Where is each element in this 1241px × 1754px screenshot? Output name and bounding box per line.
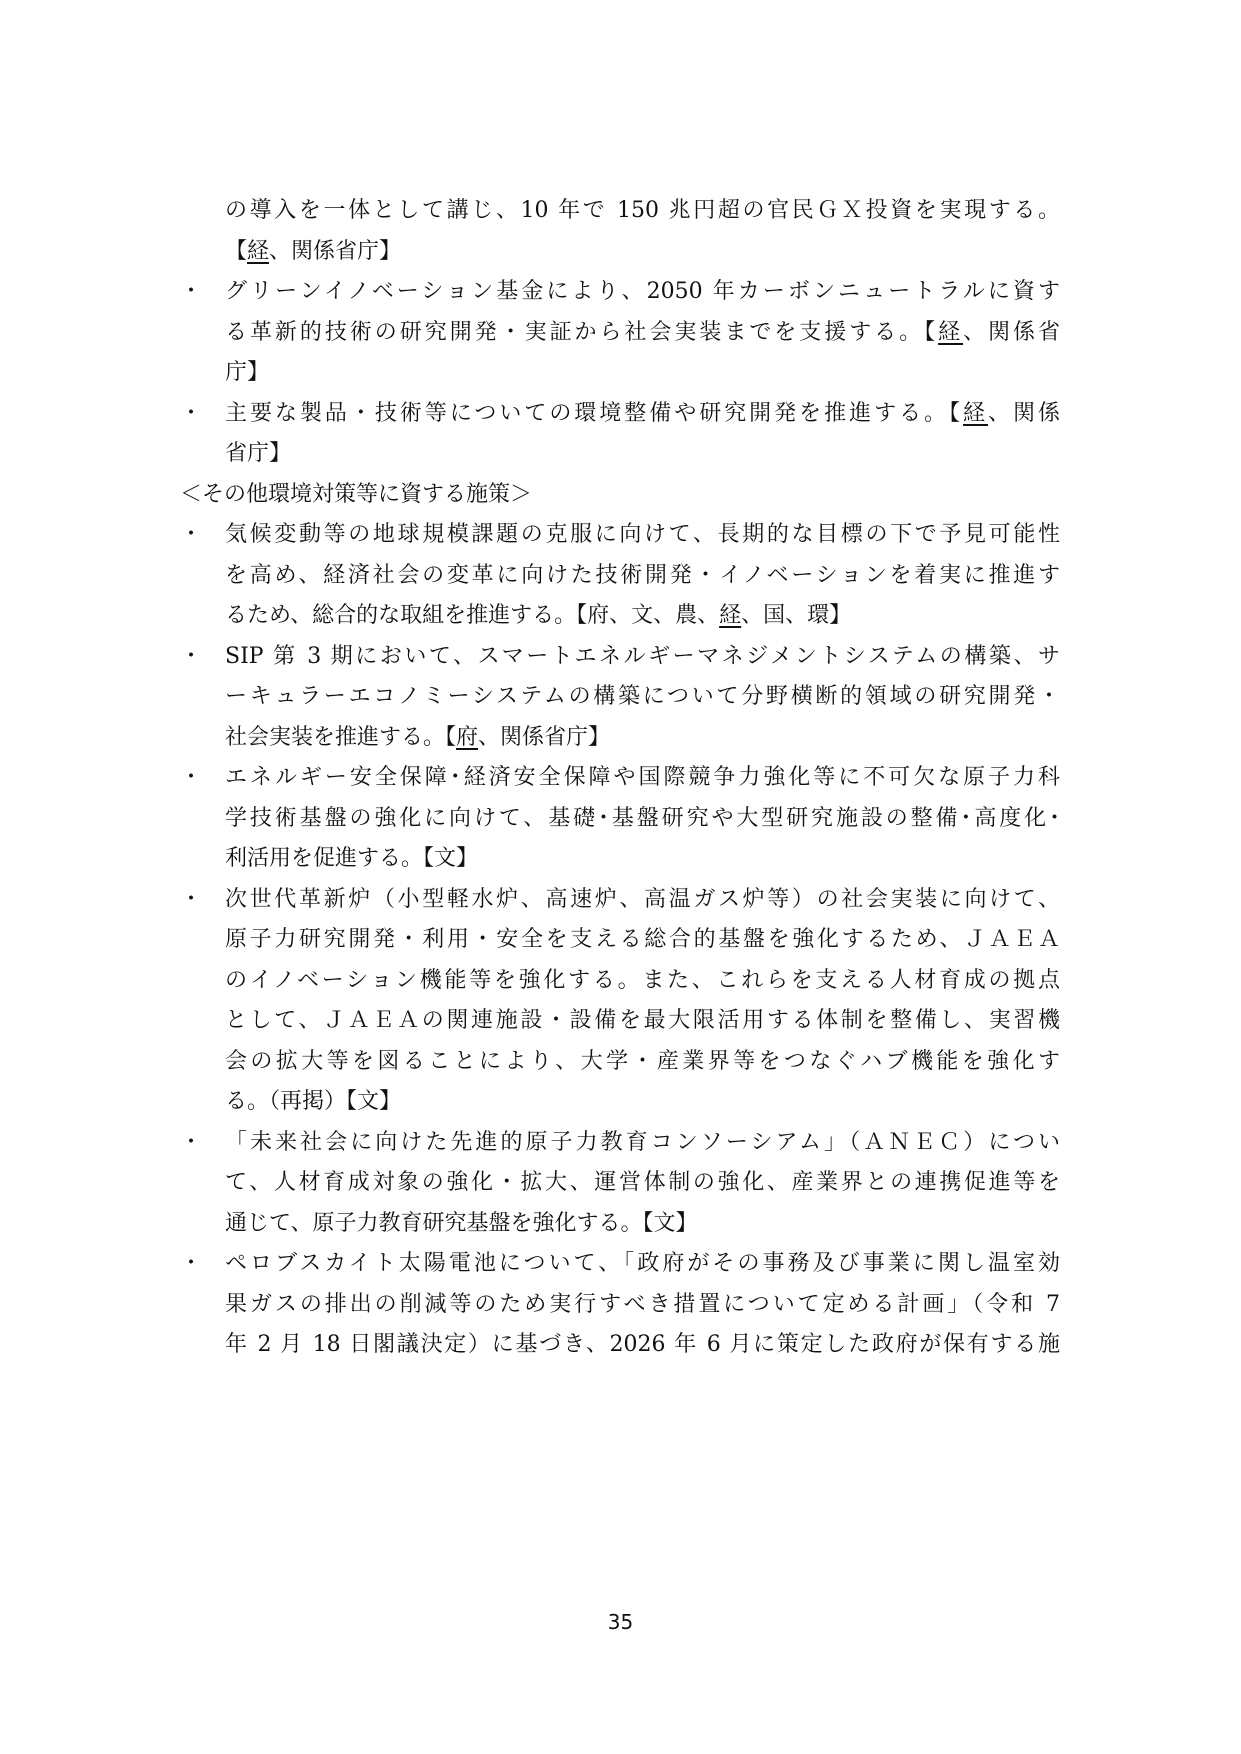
bullet-marker: ・ xyxy=(180,887,203,912)
body-text-line: 利活用を促進する。【文】 xyxy=(225,846,479,871)
body-text-line: 年 2 月 18 日閣議決定）に基づき、2026 年 6 月に策定した政府が保有する施 xyxy=(225,1332,1060,1357)
bullet-marker: ・ xyxy=(180,765,203,790)
body-text-line: 庁】 xyxy=(225,360,270,385)
bullet-marker: ・ xyxy=(180,401,203,426)
body-text-line: 社会実装を推進する。【府、関係省庁】 xyxy=(225,725,611,750)
body-text-line: 原子力研究開発・利用・安全を支える総合的基盤を強化するため、ＪＡＥＡ xyxy=(225,927,1060,952)
body-text-line: として、ＪＡＥＡの関連施設・設備を最大限活用する体制を整備し、実習機 xyxy=(225,1008,1061,1033)
body-text-line: 果ガスの排出の削減等のため実行すべき措置について定める計画」（令和 7 xyxy=(225,1292,1060,1317)
bullet-marker: ・ xyxy=(180,279,203,304)
body-text-line: SIP 第 3 期において、スマートエネルギーマネジメントシステムの構築、サ xyxy=(225,644,1060,669)
bullet-marker: ・ xyxy=(180,522,203,547)
body-text-line: グリーンイノベーション基金により、2050 年カーボンニュートラルに資す xyxy=(225,279,1060,304)
page-number: 35 xyxy=(607,1610,634,1634)
body-text-line: 学技術基盤の強化に向けて、基礎･基盤研究や大型研究施設の整備･高度化･ xyxy=(225,806,1060,831)
body-text-line: て、人材育成対象の強化・拡大、運営体制の強化、産業界との連携促進等を xyxy=(225,1170,1060,1195)
body-text-line: ーキュラーエコノミーシステムの構築について分野横断的領域の研究開発・ xyxy=(225,684,1060,709)
bullet-marker: ・ xyxy=(180,1251,203,1276)
body-text-line: 通じて、原子力教育研究基盤を強化する。【文】 xyxy=(225,1211,698,1236)
body-text-line: る。（再掲）【文】 xyxy=(225,1089,402,1114)
body-text-line: 次世代革新炉（小型軽水炉、高速炉、高温ガス炉等）の社会実装に向けて、 xyxy=(225,887,1060,912)
body-text-line: 主要な製品・技術等についての環境整備や研究開発を推進する。【経、関係 xyxy=(225,401,1060,426)
body-text-line: 気候変動等の地球規模課題の克服に向けて、長期的な目標の下で予見可能性 xyxy=(225,522,1060,547)
body-text-line: る革新的技術の研究開発・実証から社会実装までを支援する。【経、関係省 xyxy=(225,320,1060,345)
bullet-marker: ・ xyxy=(180,1130,203,1155)
body-text-line: の導入を一体として講じ、10 年で 150 兆円超の官民ＧＸ投資を実現する。 xyxy=(225,198,1060,223)
body-text-line: 【経、関係省庁】 xyxy=(225,239,402,264)
body-text-line: のイノベーション機能等を強化する。また、これらを支える人材育成の拠点 xyxy=(225,968,1060,993)
body-text-line: るため、総合的な取組を推進する。【府、文、農、経、国、環】 xyxy=(225,603,852,628)
body-text-line: を高め、経済社会の変革に向けた技術開発・イノベーションを着実に推進す xyxy=(225,563,1060,588)
body-text-line: 省庁】 xyxy=(225,441,292,466)
section-heading: ＜その他環境対策等に資する施策＞ xyxy=(180,482,533,507)
bullet-marker: ・ xyxy=(180,644,203,669)
body-text-line: エネルギー安全保障･経済安全保障や国際競争力強化等に不可欠な原子力科 xyxy=(225,765,1060,790)
body-text-line: 「未来社会に向けた先進的原子力教育コンソーシアム」（ＡＮＥＣ）につい xyxy=(225,1130,1060,1155)
body-text-line: 会の拡大等を図ることにより、大学・産業界等をつなぐハブ機能を強化す xyxy=(225,1049,1060,1074)
body-text-line: ペロブスカイト太陽電池について、「政府がその事務及び事業に関し温室効 xyxy=(225,1251,1060,1276)
